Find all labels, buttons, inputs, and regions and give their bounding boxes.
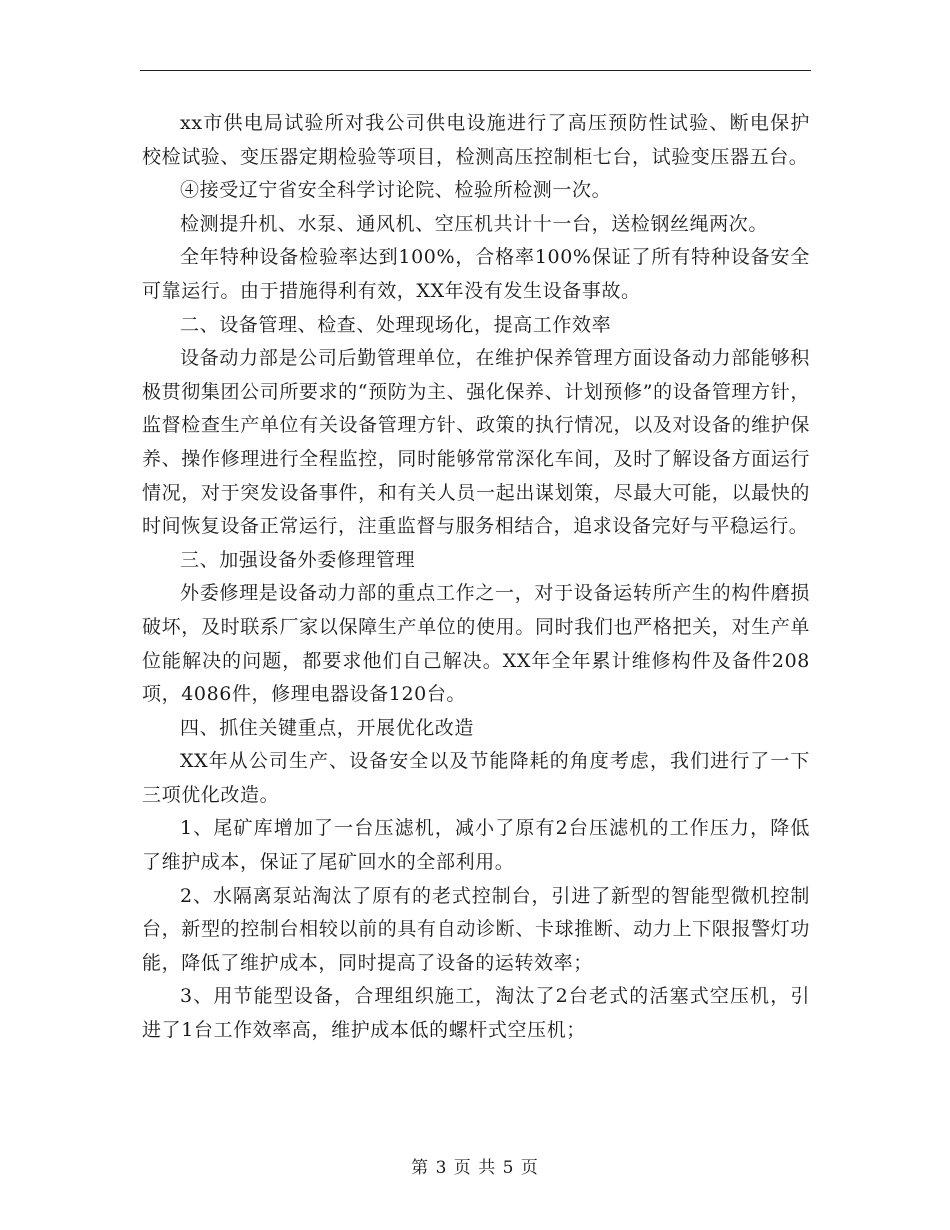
list-item: 2、水隔离泵站淘汰了原有的老式控制台，引进了新型的智能型微机控制台，新型的控制台相较以前的具有自动诊断、卡球推断、动力上下限报警灯功能，降低了维护成本，同时提高了设备的运转效率；	[142, 884, 810, 974]
document-body	[142, 107, 810, 1048]
section-heading: 二、设备管理、检查、处理现场化，提高工作效率	[180, 313, 612, 336]
section-heading: 四、抓住关键重点，开展优化改造	[180, 716, 475, 739]
paragraph: 设备动力部是公司后勤管理单位，在维护保养管理方面设备动力部能够积极贯彻集团公司所要求的“预防为主、强化保养、计划预修”的设备管理方针，监督检查生产单位有关设备管理方针、政策的执行情况，以及对设备的维护保养、操作修理进行全程监控，同时能够常常深化车间，及时了解设备方面运行情况，对于突发设备事件，和有关人员一起出谋划策，尽最大可能，以最快的时间恢复设备正常运行，注重监督与服务相结合，追求设备完好与平稳运行。	[142, 347, 810, 538]
paragraph: 检测提升机、水泵、通风机、空压机共计十一台，送检钢丝绳两次。	[180, 212, 769, 235]
paragraph: xx市供电局试验所对我公司供电设施进行了高压预防性试验、断电保护校检试验、变压器定期检验等项目，检测高压控制柜七台，试验变压器五台。	[142, 112, 810, 168]
page-number-footer: 第 3 页 共 5 页	[411, 1158, 539, 1178]
paragraph: 全年特种设备检验率达到100%，合格率100%保证了所有特种设备安全可靠运行。由于措施得利有效，XX年没有发生设备事故。	[142, 246, 810, 302]
list-item: 1、尾矿库增加了一台压滤机，减小了原有2台压滤机的工作压力，降低了维护成本，保证了尾矿回水的全部利用。	[142, 817, 810, 874]
paragraph: ④接受辽宁省安全科学讨论院、检验所检测一次。	[180, 179, 612, 202]
section-heading: 三、加强设备外委修理管理	[180, 548, 416, 571]
paragraph: 外委修理是设备动力部的重点工作之一，对于设备运转所产生的构件磨损破坏，及时联系厂家以保障生产单位的使用。同时我们也严格把关，对生产单位能解决的问题，都要求他们自己解决。XX年全年累计维修构件及备件208项，4086件，修理电器设备120台。	[142, 582, 810, 706]
header-rule	[140, 70, 811, 71]
paragraph: XX年从公司生产、设备安全以及节能降耗的角度考虑，我们进行了一下三项优化改造。	[142, 750, 810, 806]
list-item: 3、用节能型设备，合理组织施工，淘汰了2台老式的活塞式空压机，引进了1台工作效率高，维护成本低的螺杆式空压机；	[142, 985, 810, 1042]
